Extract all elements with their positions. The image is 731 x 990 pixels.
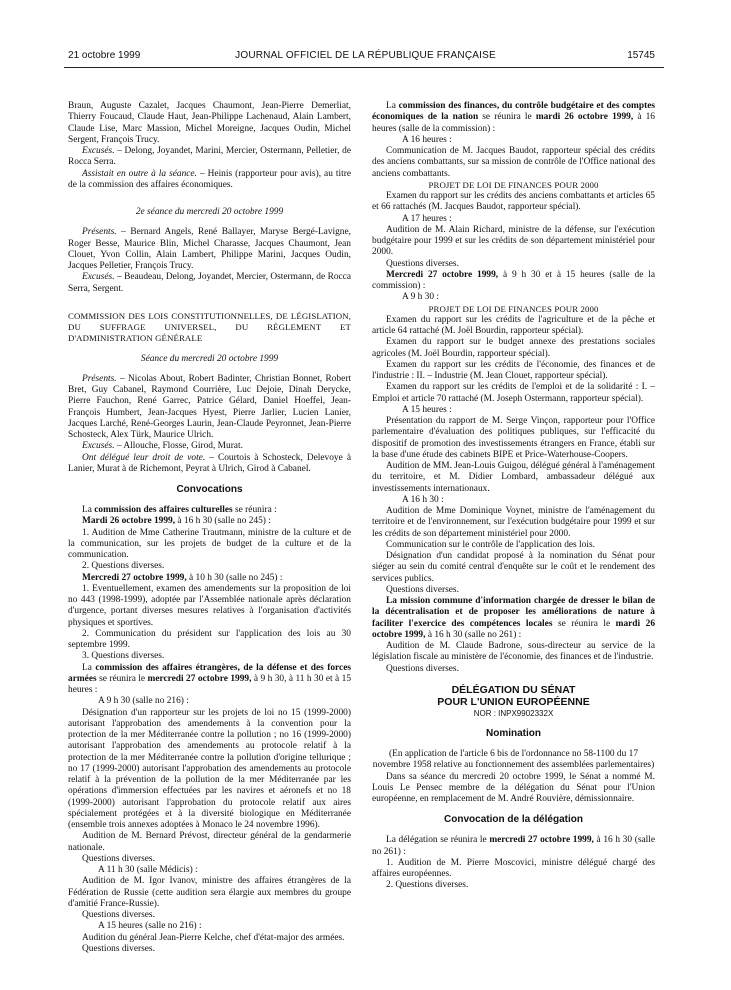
agenda-item: Communication sur le contrôle de l'application des lois. — [386, 539, 595, 550]
header-rule — [64, 67, 664, 68]
nomination-text: Dans sa séance du mercredi 20 octobre 1999, le Sénat a nommé M. Louis Le Pensec membre de la délégation du Sénat pour l'Union européenne, en remplacement de M. André Rouvière, démissionnaire. — [372, 771, 655, 804]
excuses-paragraph: Excusés. – Delong, Joyandet, Marini, Mercier, Ostermann, Pelletier, de Rocca Serra. — [68, 146, 351, 168]
commission-culture-intro: La commission des affaires culturelles se réunira : — [82, 505, 277, 515]
date-line: Mercredi 27 octobre 1999, à 10 h 30 (salle no 245) : — [82, 572, 283, 583]
convocation-delegation-heading: Convocation de la délégation — [444, 814, 583, 826]
assistait-paragraph: Assistait en outre à la séance. – Heinis (rapporteur pour avis), au titre de la commission des affaires économiques. — [68, 168, 352, 190]
agenda-item: 3. Questions diverses. — [82, 651, 165, 662]
convocations-heading: Convocations — [176, 484, 243, 495]
agenda-item: Questions diverses. — [386, 584, 459, 595]
time-slot: A 11 h 30 (salle Médicis) : — [98, 865, 198, 875]
presents-paragraph: Présents. – Bernard Angels, René Ballayer, Maryse Bergé-Lavigne, Roger Besse, Maurice Blin, Michel Charasse, Jacques Chaumont, Jean Clouet, Yvon Collin, Alain Lambert, Philippe Marini, Jacques Oudin, Jacques Pelletier, François Trucy. — [68, 227, 351, 271]
presents-paragraph: Présents. – Nicolas About, Robert Badinter, Christian Bonnet, Robert Bret, Guy Cabanel, Raymond Courrière, Luc Dejoie, Dinah Derycke, Pierre Fauchon, René Garrec, Patrice Gélard, Daniel Hoeffel, Jean-François Humbert, Jean-Jacques Hyest, Pierre Jarlier, Lucien Lanier, Jacques Larché, René-Georges Laurin, Jean-Claude Peyronnet, Jean-Pierre Schosteck, Alex Türk, Maurice Ulrich. — [68, 373, 351, 440]
agenda-item: Audition de M. Claude Badrone, sous-directeur au service de la législation fiscale au ministère de l'économie, des finances et de l'industrie. — [372, 641, 655, 663]
right-column — [372, 101, 655, 892]
time-slot: A 15 heures : — [402, 404, 452, 415]
agenda-item: 1. Eventuellement, examen des amendements sur la proposition de loi no 443 (1998-1999), adoptée par l'Assemblée nationale après déclaration d'urgence, portant diverses mesures relatives à l'organisation d'activités physiques et sportives. — [68, 583, 351, 628]
delegation-title: DÉLÉGATION DU SÉNAT — [451, 683, 576, 696]
commission-finances-intro: La commission des finances, du contrôle budgétaire et des comptes économiques de la nation se réunira le mardi 26 octobre 1999, à 16 heures (salle de la commission) : — [372, 101, 656, 134]
time-slot: A 9 h 30 (salle no 216) : — [98, 696, 189, 707]
date-line: Mardi 26 octobre 1999, à 16 h 30 (salle no 245) : — [82, 516, 271, 527]
delegation-title: POUR L'UNION EUROPÉENNE — [437, 695, 590, 708]
page-header — [0, 50, 731, 64]
agenda-item: Examen du rapport sur les crédits de l'agriculture et de la pêche et article 64 rattaché (M. Joël Bourdin, rapporteur spécial). — [372, 314, 655, 336]
agenda-item: Présentation du rapport de M. Serge Vinçon, rapporteur pour l'Office parlementaire d'évaluation des politiques publiques, sur l'efficacité du dispositif de promotion des investissements étrangers en France, établi sur la base d'une étude des cabinets BIPE et Price-Waterhouse-Coopers. — [372, 416, 655, 460]
agenda-item: 2. Communication du président sur l'application des lois au 30 septembre 1999. — [68, 628, 351, 650]
seance-heading: Séance du mercredi 20 octobre 1999 — [140, 353, 279, 364]
header-date: 21 octobre 1999 — [68, 50, 141, 61]
agenda-item: Audition de M. Igor Ivanov, ministre des affaires étrangères de la Fédération de Russie (cette audition sera élargie aux membres du groupe d'amitié France-Russie). — [68, 876, 351, 909]
commission-etrangeres-intro: La commission des affaires étrangères, de la défense et des forces armées se réunira le mercredi 27 octobre 1999, à 9 h 30, à 11 h 30 et à 15 heures : — [68, 662, 352, 695]
agenda-item: Désignation d'un rapporteur sur les projets de loi no 15 (1999-2000) autorisant l'approbation des amendements à la convention pour la protection de la mer Méditerranée contre la pollution ; no 16 (1999-2000) autorisant l'approbation des amendements au protocole relatif à la protection de la mer Méditerranée contre la pollution d'origine tellurique ; no 17 (1999-2000) autorisant l'approbation des amendements au protocole relatif à la prévention de la pollution de la mer Méditerranée par les opérations d'immersion effectuées par les navires et aéronefs et no 18 (1999-2000) autorisant l'approbation du protocole relatif aux aires spécialement protégées et à la diversité biologique en Méditerranée (ensemble trois annexes adoptées à Monaco le 24 novembre 1996). — [68, 707, 351, 830]
members-list: Braun, Auguste Cazalet, Jacques Chaumont, Jean-Pierre Demerliat, Thierry Foucaud, Claude Haut, Jean-Philippe Lachenaud, Alain Lambert, Claude Lise, Marc Massion, Michel Moreigne, Jacques Oudin, Michel Sergent, François Trucy. — [68, 101, 351, 145]
agenda-item: Audition de MM. Jean-Louis Guigou, délégué général à l'aménagement du territoire, et M. Didier Lombard, ambassadeur délégué aux investissements internationaux. — [372, 461, 655, 494]
header-title: JOURNAL OFFICIEL DE LA RÉPUBLIQUE FRANÇAISE — [235, 50, 496, 61]
agenda-item: Examen du rapport sur les crédits de l'emploi et de la solidarité : I. – Emploi et article 70 rattaché (M. Joseph Ostermann, rapporteur spécial). — [372, 382, 655, 404]
agenda-item: Questions diverses. — [386, 663, 459, 674]
agenda-item: Questions diverses. — [82, 853, 155, 864]
time-slot: A 15 heures (salle no 216) : — [98, 921, 202, 932]
agenda-item: Audition de Mme Dominique Voynet, ministre de l'aménagement du territoire et de l'environnement, sur l'exécution budgétaire pour 1999 et sur les crédits de son département ministériel pour 2000. — [372, 506, 655, 539]
agenda-item: Examen du rapport sur le budget annexe des prestations sociales agricoles (M. Joël Bourdin, rapporteur spécial). — [372, 337, 655, 359]
seance-heading: 2e séance du mercredi 20 octobre 1999 — [135, 207, 284, 217]
agenda-item: Désignation d'un candidat proposé à la nomination du Sénat pour siéger au sein du comité central d'enquête sur le coût et le rendement des services publics. — [372, 551, 655, 584]
nor-reference: NOR : INPX9902332X — [473, 708, 554, 718]
excuses-paragraph: Excusés. – Beaudeau, Delong, Joyandet, Mercier, Ostermann, de Rocca Serra, Sergent. — [68, 272, 351, 294]
time-slot: A 16 heures : — [402, 134, 452, 145]
time-slot: A 16 h 30 : — [402, 494, 444, 505]
agenda-item: Examen du rapport sur les crédits de l'économie, des finances et de l'industrie : II. – Industrie (M. Jean Clouet, rapporteur spécial). — [372, 359, 655, 381]
mission-commune-intro: La mission commune d'information chargée de dresser le bilan de la décentralisation et de proposer les améliorations de nature à faciliter l'exercice des compétences locales se réunira le mardi 26 octobre 1999, à 16 h 30 (salle no 261) : — [372, 596, 656, 640]
agenda-item: Audition de M. Alain Richard, ministre de la défense, sur l'exécution budgétaire pour 1999 et sur les crédits de son département ministériel pour 2000. — [372, 224, 655, 258]
plf-heading: PROJET DE LOI DE FINANCES POUR 2000 — [428, 179, 599, 190]
agenda-item: Audition de M. Bernard Prévost, directeur général de la gendarmerie nationale. — [68, 831, 351, 853]
header-page-number: 15745 — [627, 50, 655, 61]
time-slot: A 17 heures : — [402, 213, 452, 224]
date-line: Mercredi 27 octobre 1999, à 9 h 30 et à 15 heures (salle de la commission) : — [372, 269, 655, 291]
left-column — [68, 101, 351, 955]
agenda-item: 1. Audition de M. Pierre Moscovici, ministre délégué chargé des affaires européennes. — [372, 857, 655, 879]
agenda-item: Questions diverses. — [386, 258, 459, 269]
nomination-legal-note: (En application de l'article 6 bis de l'ordonnance no 58-1100 du 17 novembre 1958 relative au fonctionnement des assemblées parlementaires) — [372, 749, 655, 771]
nomination-heading: Nomination — [486, 728, 541, 739]
agenda-item: Audition du général Jean-Pierre Kelche, chef d'état-major des armées. — [82, 932, 345, 943]
agenda-item: 2. Questions diverses. — [386, 880, 469, 891]
plf-heading: PROJET DE LOI DE FINANCES POUR 2000 — [428, 303, 599, 314]
commission-lois-heading: COMMISSION DES LOIS CONSTITUTIONNELLES, DE LÉGISLATION, DU SUFFRAGE UNIVERSEL, DU RÈGLEMENT ET D'ADMINISTRATION GÉNÉRALE — [68, 310, 351, 344]
time-slot: A 9 h 30 : — [402, 292, 439, 303]
delegation-vote-paragraph: Ont délégué leur droit de vote. – Courtois à Schosteck, Delevoye à Lanier, Murat à de Richemont, Peyrat à Ulrich, Girod à Cabanel. — [68, 452, 351, 474]
agenda-item: Questions diverses. — [82, 943, 155, 954]
agenda-item: Examen du rapport sur les crédits des anciens combattants et articles 65 et 66 rattachés (M. Jacques Baudot, rapporteur spécial). — [372, 191, 655, 213]
agenda-item: 2. Questions diverses. — [82, 561, 165, 572]
agenda-item: Questions diverses. — [82, 910, 155, 920]
excuses-paragraph: Excusés. – Allouche, Flosse, Girod, Murat. — [82, 441, 243, 452]
agenda-item: 1. Audition de Mme Catherine Trautmann, ministre de la culture et de la communication, sur les projets de budget de la culture et de la communication. — [68, 527, 351, 560]
agenda-item: Communication de M. Jacques Baudot, rapporteur spécial des crédits des anciens combattants, sur sa mission de contrôle de l'Office national des anciens combattants. — [372, 146, 655, 179]
date-line: La délégation se réunira le mercredi 27 octobre 1999, à 16 h 30 (salle no 261) : — [372, 835, 656, 857]
